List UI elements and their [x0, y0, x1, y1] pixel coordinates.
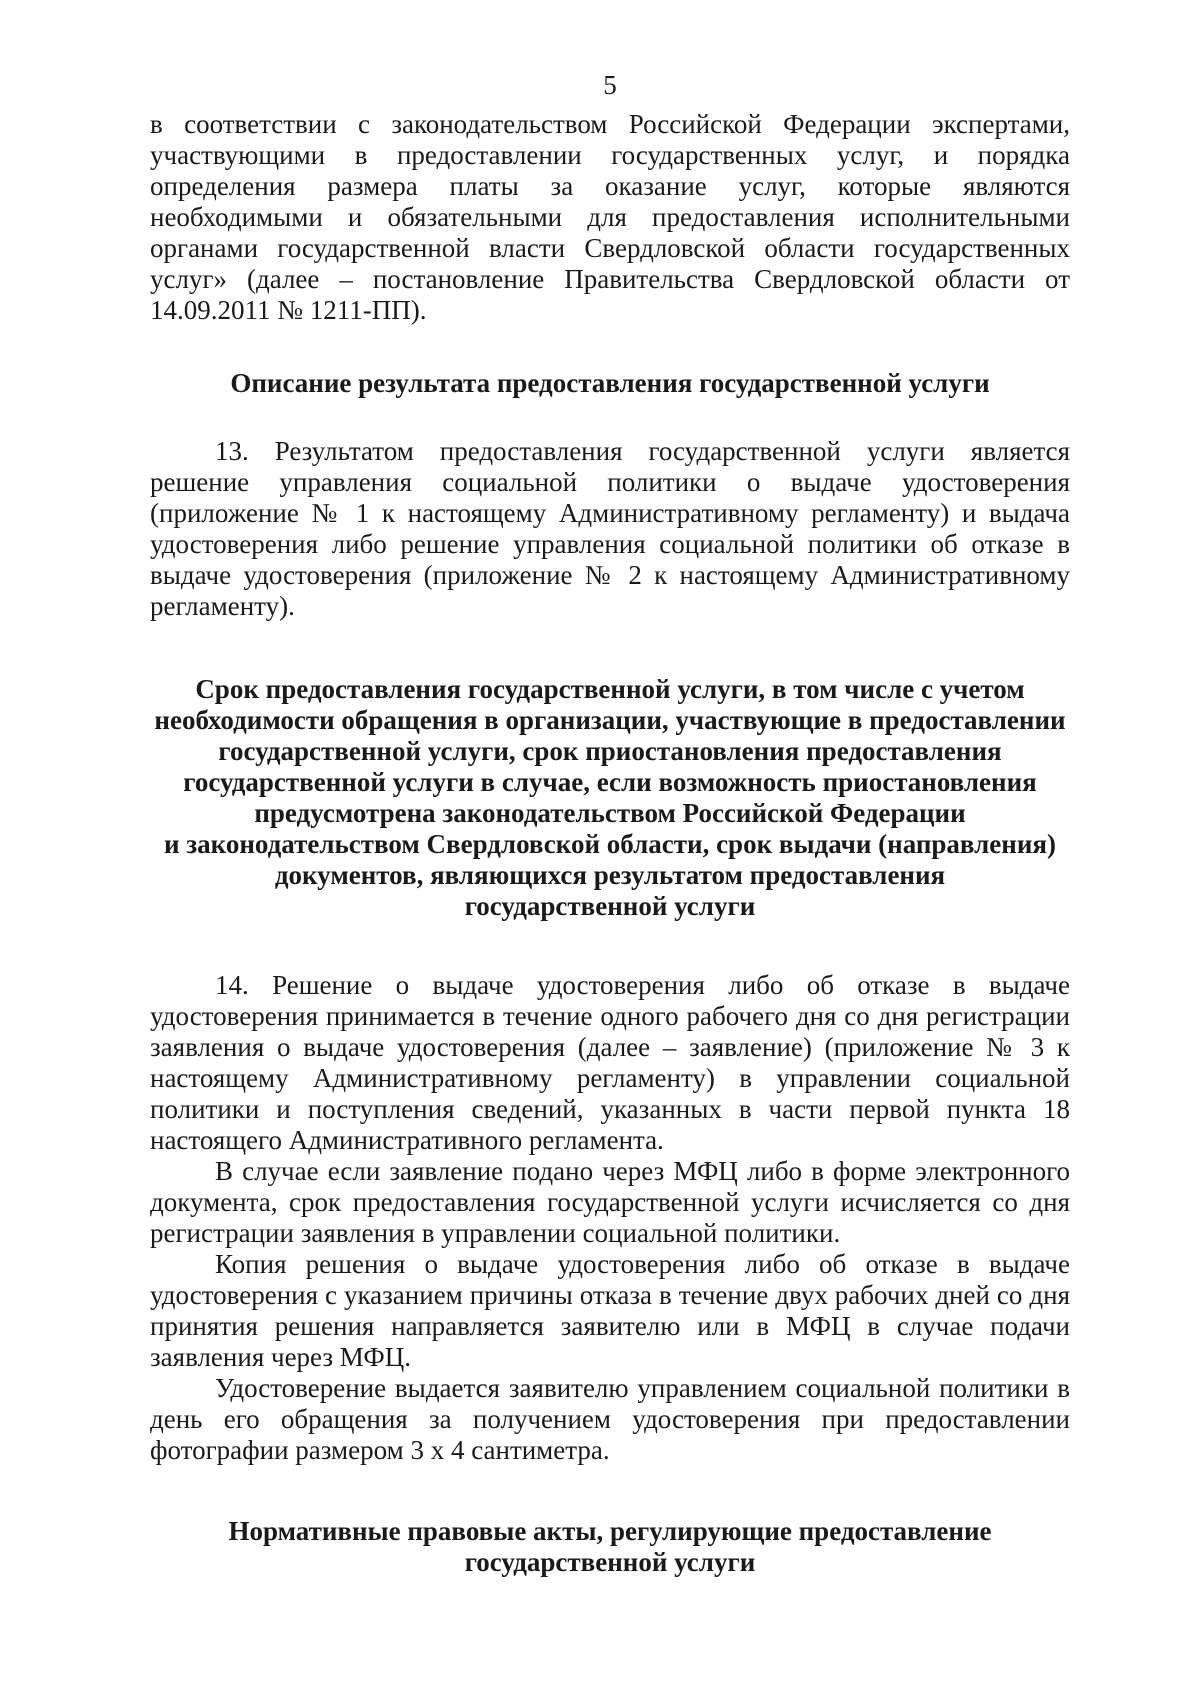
- heading-line: необходимости обращения в организации, участвующие в предоставлении: [154, 705, 1066, 735]
- heading-line: Нормативные правовые акты, регулирующие предоставление: [228, 1516, 992, 1546]
- heading-line: и законодательством Свердловской области, срок выдачи (направления): [164, 829, 1056, 859]
- heading-line: документов, являющихся результатом предоставления: [274, 860, 946, 890]
- paragraph-mfc: В случае если заявление подано через МФЦ либо в форме электронного документа, срок предоставления государственной услуги исчисляется со дня регистрации заявления в управлении социальной политики.: [150, 1156, 1070, 1248]
- section-heading-term: [150, 674, 1070, 922]
- paragraph-13: 13. Результатом предоставления государственной услуги является решение управления социальной политики о выдаче удостоверения (приложение № 1 к настоящему Административному регламенту) и выдача удостоверения либо решение управления социальной политики об отказе в выдаче удостоверения (приложение № 2 к настоящему Административному регламенту).: [150, 436, 1070, 621]
- intro-paragraph: в соответствии с законодательством Российской Федерации экспертами, участвующими в предоставлении государственных услуг, и порядка определения размера платы за оказание услуг, которые являются необходимыми и обязательными для предоставления исполнительными органами государственной власти Свердловской области государственных услуг» (далее – постановление Правительства Свердловской области от 14.09.2011 № 1211-ПП).: [150, 109, 1070, 325]
- section-heading-acts: [150, 1516, 1070, 1578]
- heading-line: Срок предоставления государственной услуги, в том числе с учетом: [195, 674, 1025, 704]
- page-number: 5: [603, 70, 617, 100]
- paragraph-copy-decision: Копия решения о выдаче удостоверения либо об отказе в выдаче удостоверения с указанием причины отказа в течение двух рабочих дней со дня принятия решения направляется заявителю или в МФЦ в случае подачи заявления через МФЦ.: [150, 1249, 1070, 1372]
- section-heading-result: Описание результата предоставления государственной услуги: [230, 368, 990, 398]
- heading-line: государственной услуги, срок приостановления предоставления: [218, 736, 1002, 766]
- heading-line: государственной услуги: [464, 891, 756, 921]
- heading-line: предусмотрена законодательством Российской Федерации: [254, 798, 966, 828]
- paragraph-14: 14. Решение о выдаче удостоверения либо об отказе в выдаче удостоверения принимается в течение одного рабочего дня со дня регистрации заявления о выдаче удостоверения (далее – заявление) (приложение № 3 к настоящему Административному регламенту) в управлении социальной политики и поступления сведений, указанных в части первой пункта 18 настоящего Административного регламента.: [150, 970, 1070, 1155]
- heading-line: государственной услуги: [464, 1547, 756, 1577]
- heading-line: государственной услуги в случае, если возможность приостановления: [183, 767, 1037, 797]
- paragraph-certificate-issue: Удостоверение выдается заявителю управлением социальной политики в день его обращения за получением удостоверения при предоставлении фотографии размером 3 х 4 сантиметра.: [150, 1373, 1070, 1465]
- document-page: [150, 70, 1070, 1578]
